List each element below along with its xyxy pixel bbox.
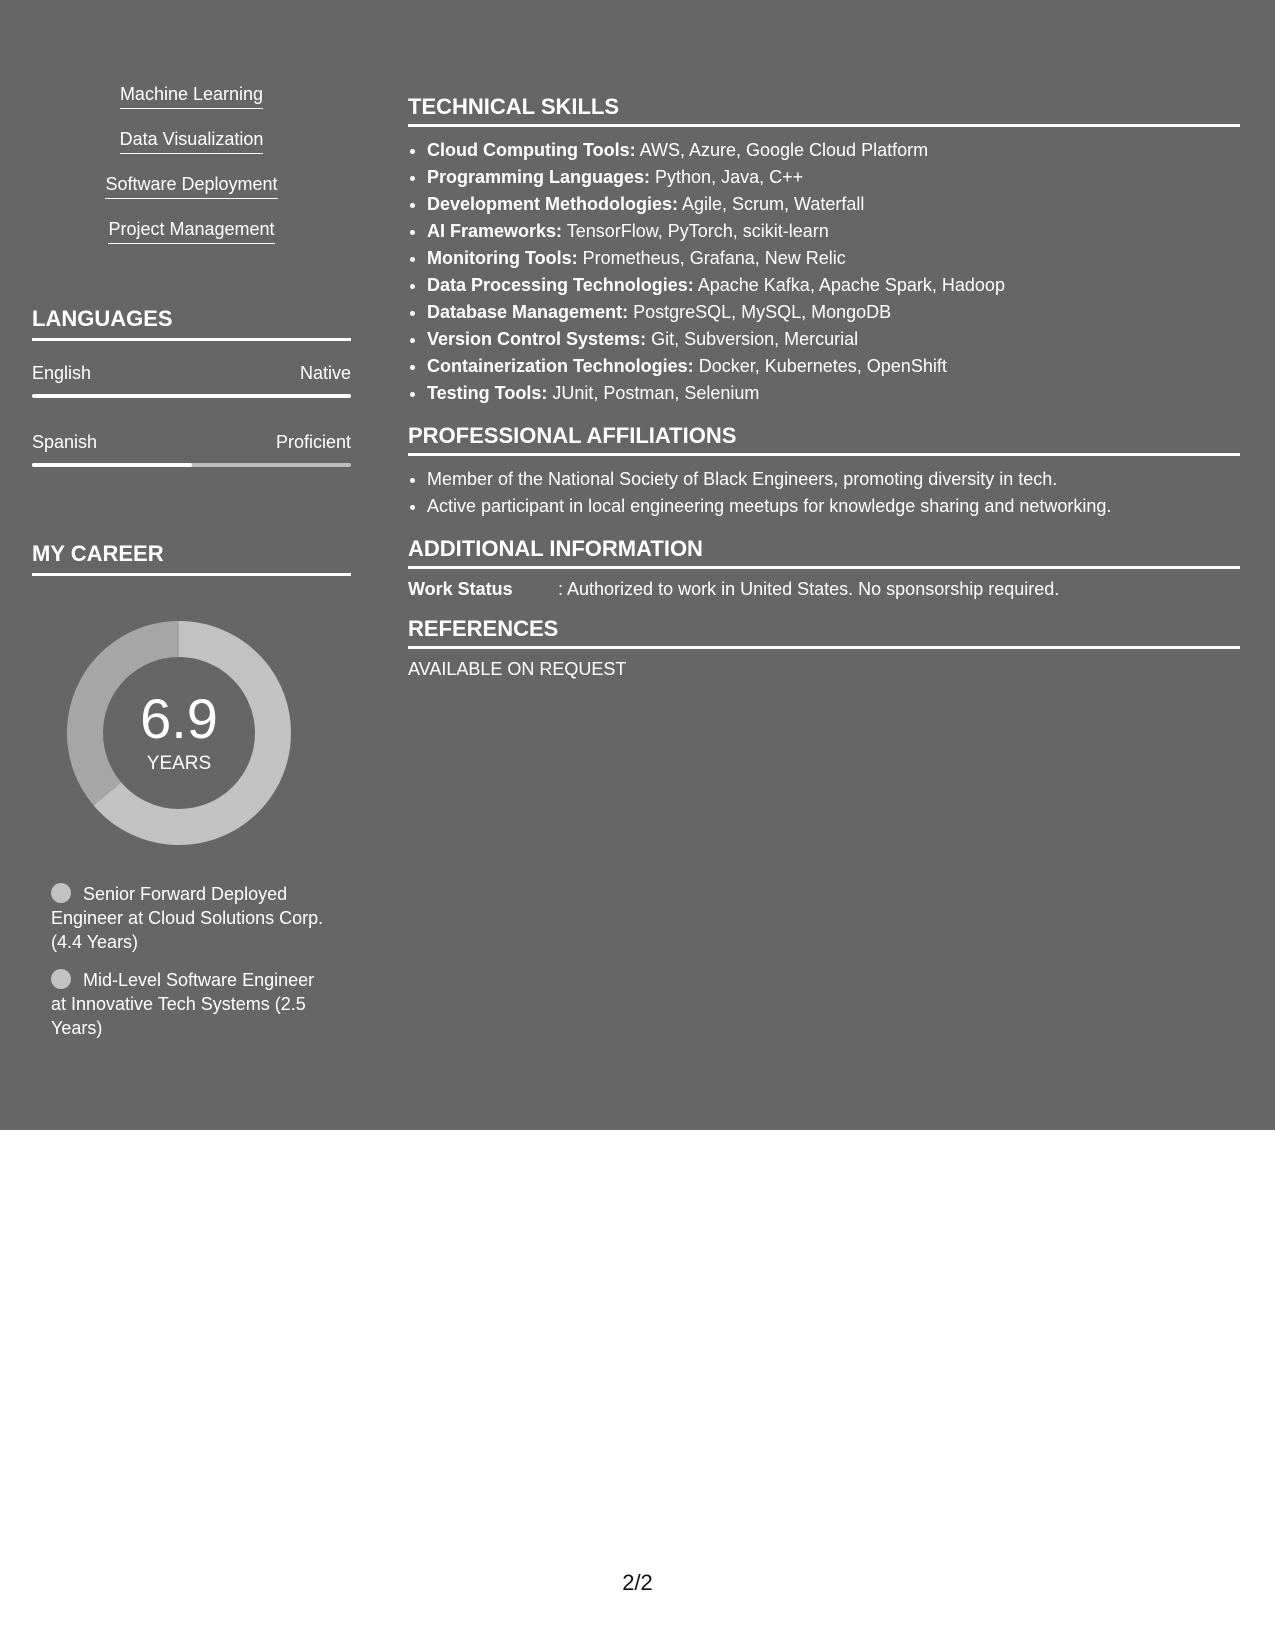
skill-value: AWS, Azure, Google Cloud Platform	[635, 140, 929, 160]
list-item	[427, 380, 1240, 407]
language-bar	[32, 394, 351, 398]
language-bar	[32, 463, 351, 467]
list-item: • Member of the National Society of Black Engineers, promoting diversity in tech.	[427, 466, 1240, 493]
work-status-value: : Authorized to work in United States. No sponsorship required.	[558, 579, 1060, 599]
main-content	[408, 94, 1240, 696]
skill-label: Cloud Computing Tools:	[427, 140, 636, 160]
skill-label: Containerization Technologies:	[427, 356, 694, 376]
skill-label: Development Methodologies:	[427, 194, 679, 214]
career-legend	[51, 882, 331, 1040]
list-item	[427, 164, 1240, 191]
skill-tag[interactable]: Data Visualization	[120, 129, 264, 154]
skill-label: AI Frameworks:	[427, 221, 563, 241]
additional-info-heading: ADDITIONAL INFORMATION	[408, 536, 1240, 569]
career-heading: MY CAREER	[32, 541, 351, 576]
list-item	[427, 218, 1240, 245]
legend-dot-icon	[51, 883, 71, 903]
skill-value: JUnit, Postman, Selenium	[547, 383, 760, 403]
technical-skills-section	[408, 94, 1240, 407]
language-bar-fill	[32, 463, 192, 467]
career-section	[32, 541, 351, 1040]
skill-value: Apache Kafka, Apache Spark, Hadoop	[693, 275, 1005, 295]
list-item	[427, 191, 1240, 218]
skill-value: Prometheus, Grafana, New Relic	[577, 248, 846, 268]
references-section	[408, 616, 1240, 680]
skill-label: Programming Languages:	[427, 167, 651, 187]
work-status-row	[408, 579, 1240, 600]
language-name: English	[32, 363, 92, 383]
skill-tag[interactable]: Project Management	[108, 219, 274, 244]
affiliations-section	[408, 423, 1240, 520]
career-total: 6.9	[140, 687, 218, 750]
additional-info-section	[408, 536, 1240, 600]
skill-value: TensorFlow, PyTorch, scikit-learn	[562, 221, 829, 241]
list-item	[427, 326, 1240, 353]
legend-dot-icon	[51, 969, 71, 989]
skills-list	[32, 84, 351, 264]
page-number: 2/2	[622, 1570, 653, 1595]
language-name: Spanish	[32, 432, 98, 452]
skill-label: Monitoring Tools:	[427, 248, 578, 268]
affiliations-list	[408, 466, 1240, 520]
career-unit: YEARS	[146, 753, 212, 774]
sidebar	[32, 84, 351, 1054]
languages-heading: LANGUAGES	[32, 306, 351, 341]
language-bar-fill	[32, 394, 351, 398]
list-item: • Active participant in local engineering meetups for knowledge sharing and networking.	[427, 493, 1240, 520]
references-text: AVAILABLE ON REQUEST	[408, 659, 627, 679]
language-level: Native	[299, 363, 351, 383]
career-legend-label: Senior Forward Deployed Engineer at Cloud Solutions Corp. (4.4 Years)	[51, 884, 324, 952]
skill-value: Agile, Scrum, Waterfall	[678, 194, 865, 214]
career-legend-item	[51, 882, 331, 954]
career-donut-chart	[66, 620, 292, 846]
skill-label: Data Processing Technologies:	[427, 275, 694, 295]
list-item	[427, 245, 1240, 272]
skill-value: PostgreSQL, MySQL, MongoDB	[628, 302, 892, 322]
technical-skills-list	[408, 137, 1240, 407]
skill-label: Version Control Systems:	[427, 329, 647, 349]
skill-tag[interactable]: Machine Learning	[120, 84, 263, 109]
list-item	[427, 137, 1240, 164]
career-center	[66, 620, 292, 846]
languages-section	[32, 306, 351, 467]
language-row	[32, 432, 351, 453]
skill-value: Docker, Kubernetes, OpenShift	[693, 356, 947, 376]
technical-skills-heading: TECHNICAL SKILLS	[408, 94, 1240, 127]
skill-value: Python, Java, C++	[650, 167, 804, 187]
skill-value: Git, Subversion, Mercurial	[646, 329, 859, 349]
skill-tag[interactable]: Software Deployment	[105, 174, 277, 199]
affiliations-heading: PROFESSIONAL AFFILIATIONS	[408, 423, 1240, 456]
career-legend-item	[51, 968, 331, 1040]
career-legend-label: Mid-Level Software Engineer at Innovative Tech Systems (2.5 Years)	[51, 970, 315, 1038]
list-item	[427, 353, 1240, 380]
work-status-label: Work Status	[408, 579, 513, 599]
language-level: Proficient	[275, 432, 351, 452]
references-heading: REFERENCES	[408, 616, 1240, 649]
skill-label: Database Management:	[427, 302, 629, 322]
skill-label: Testing Tools:	[427, 383, 548, 403]
list-item	[427, 272, 1240, 299]
language-row	[32, 363, 351, 384]
list-item	[427, 299, 1240, 326]
